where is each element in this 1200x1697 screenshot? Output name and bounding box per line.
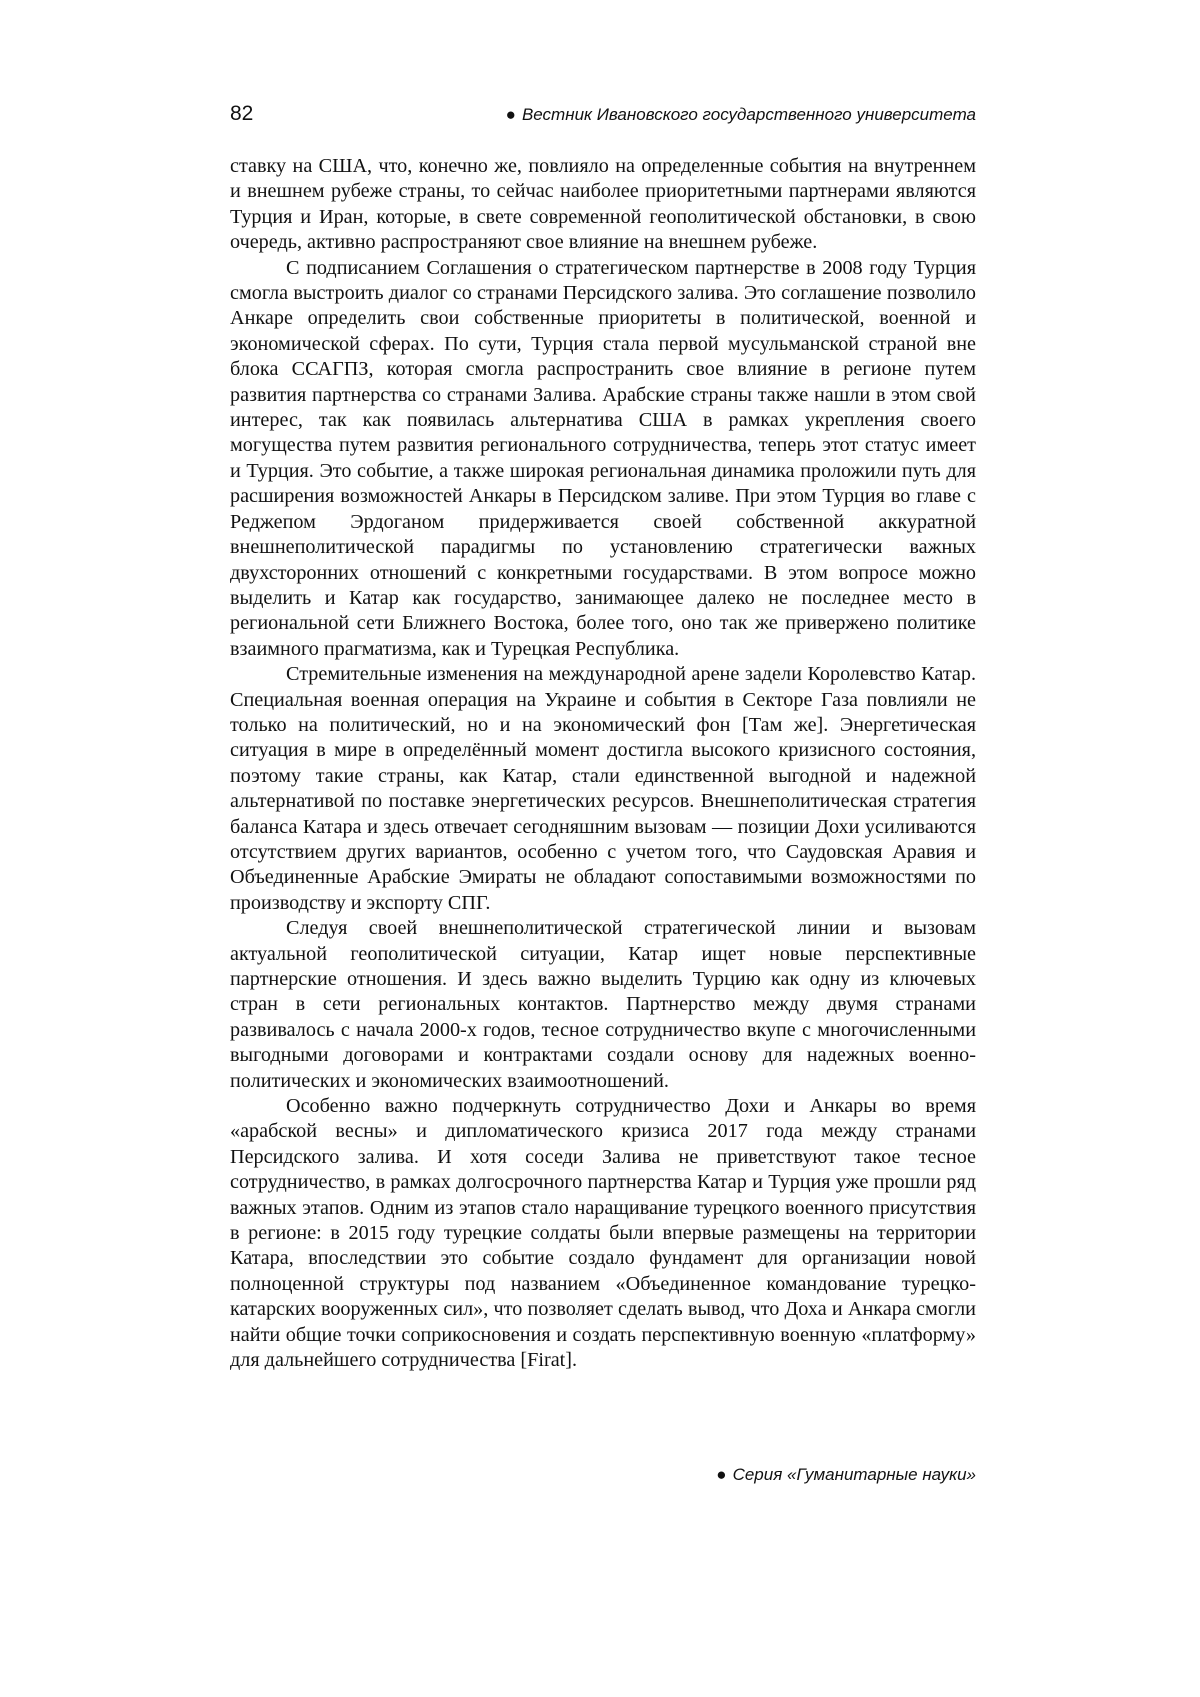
bullet-icon: ● (505, 105, 516, 124)
series-title: Серия «Гуманитарные науки» (732, 1465, 976, 1484)
running-title (506, 105, 976, 125)
page-header (230, 102, 976, 126)
paragraph-5: Особенно важно подчеркнуть сотрудничество Дохи и Анкары во время «арабской весны» и дипломатического кризиса 2017 года между странами Персидского залива. И хотя соседи Залива не приветствуют такое тесное сотрудничество, в рамках долгосрочного партнерства Катар и Турция уже прошли ряд важных этапов. Одним из этапов стало наращивание турецкого военного присутствия в регионе: в 2015 году турецкие солдаты были впервые размещены на территории Катара, впоследствии это событие создало фундамент для организации новой полноценной структуры под названием «Объединенное командование турецко-катарских вооруженных сил», что позволяет сделать вывод, что Доха и Анкара смогли найти общие точки соприкосновения и создать перспективную военную «платформу» для дальнейшего сотрудничества [Firat]. (230, 1095, 976, 1372)
paragraph-3: Стремительные изменения на международной арене задели Королевство Катар. Специальная военная операция на Украине и события в Секторе Газа повлияли не только на политический, но и на экономический фон [Там же]. Энергетическая ситуация в мире в определённый момент достигла высокого кризисного состояния, поэтому такие страны, как Катар, стали единственной выгодной и надежной альтернативой по поставке энергетических ресурсов. Внешнеполитическая стратегия баланса Катара и здесь отвечает сегодняшним вызовам — позиции Дохи усиливаются отсутствием других вариантов, особенно с учетом того, что Саудовская Аравия и Объединенные Арабские Эмираты не обладают сопоставимыми возможностями по производству и экспорту СПГ. (230, 663, 976, 914)
journal-title: Вестник Ивановского государственного университета (521, 105, 976, 124)
article-body (230, 154, 976, 1374)
paragraph-2: С подписанием Соглашения о стратегическом партнерстве в 2008 году Турция смогла выстроить диалог со странами Персидского залива. Это соглашение позволило Анкаре определить свои собственные приоритеты в политической, военной и экономической сферах. По сути, Турция стала первой мусульманской страной вне блока ССАГПЗ, которая смогла распространить свое влияние в регионе путем развития партнерства со странами Залива. Арабские страны также нашли в этом свой интерес, так как появилась альтернатива США в рамках укрепления своего могущества путем развития регионального сотрудничества, теперь этот статус имеет и Турция. Это событие, а также широкая региональная динамика проложили путь для расширения возможностей Анкары в Персидском заливе. При этом Турция во главе с Реджепом Эрдоганом придерживается своей собственной аккуратной внешнеполитической парадигмы по установлению стратегически важных двухсторонних отношений с конкретными государствами. В этом вопросе можно выделить и Катар как государство, занимающее далеко не последнее место в региональной сети Ближнего Востока, более того, оно так же привержено политике взаимного прагматизма, как и Турецкая Республика. (230, 256, 976, 660)
page-footer (716, 1465, 976, 1485)
page-number: 82 (230, 102, 254, 125)
paragraph-1: ставку на США, что, конечно же, повлияло на определенные события на внутреннем и внешнем рубеже страны, то сейчас наиболее приоритетными партнерами являются Турция и Иран, которые, в свете современной геополитической обстановки, в свою очередь, активно распространяют свое влияние на внешнем рубеже. (230, 155, 976, 254)
paragraph-4: Следуя своей внешнеполитической стратегической линии и вызовам актуальной геополитической ситуации, Катар ищет новые перспективные партнерские отношения. И здесь важно выделить Турцию как одну из ключевых стран в сети региональных контактов. Партнерство между двумя странами развивалось с начала 2000-х годов, тесное сотрудничество вкупе с многочисленными выгодными договорами и контрактами создали основу для надежных военно-политических и экономических взаимоотношений. (230, 917, 976, 1092)
bullet-icon: ● (716, 1465, 727, 1484)
